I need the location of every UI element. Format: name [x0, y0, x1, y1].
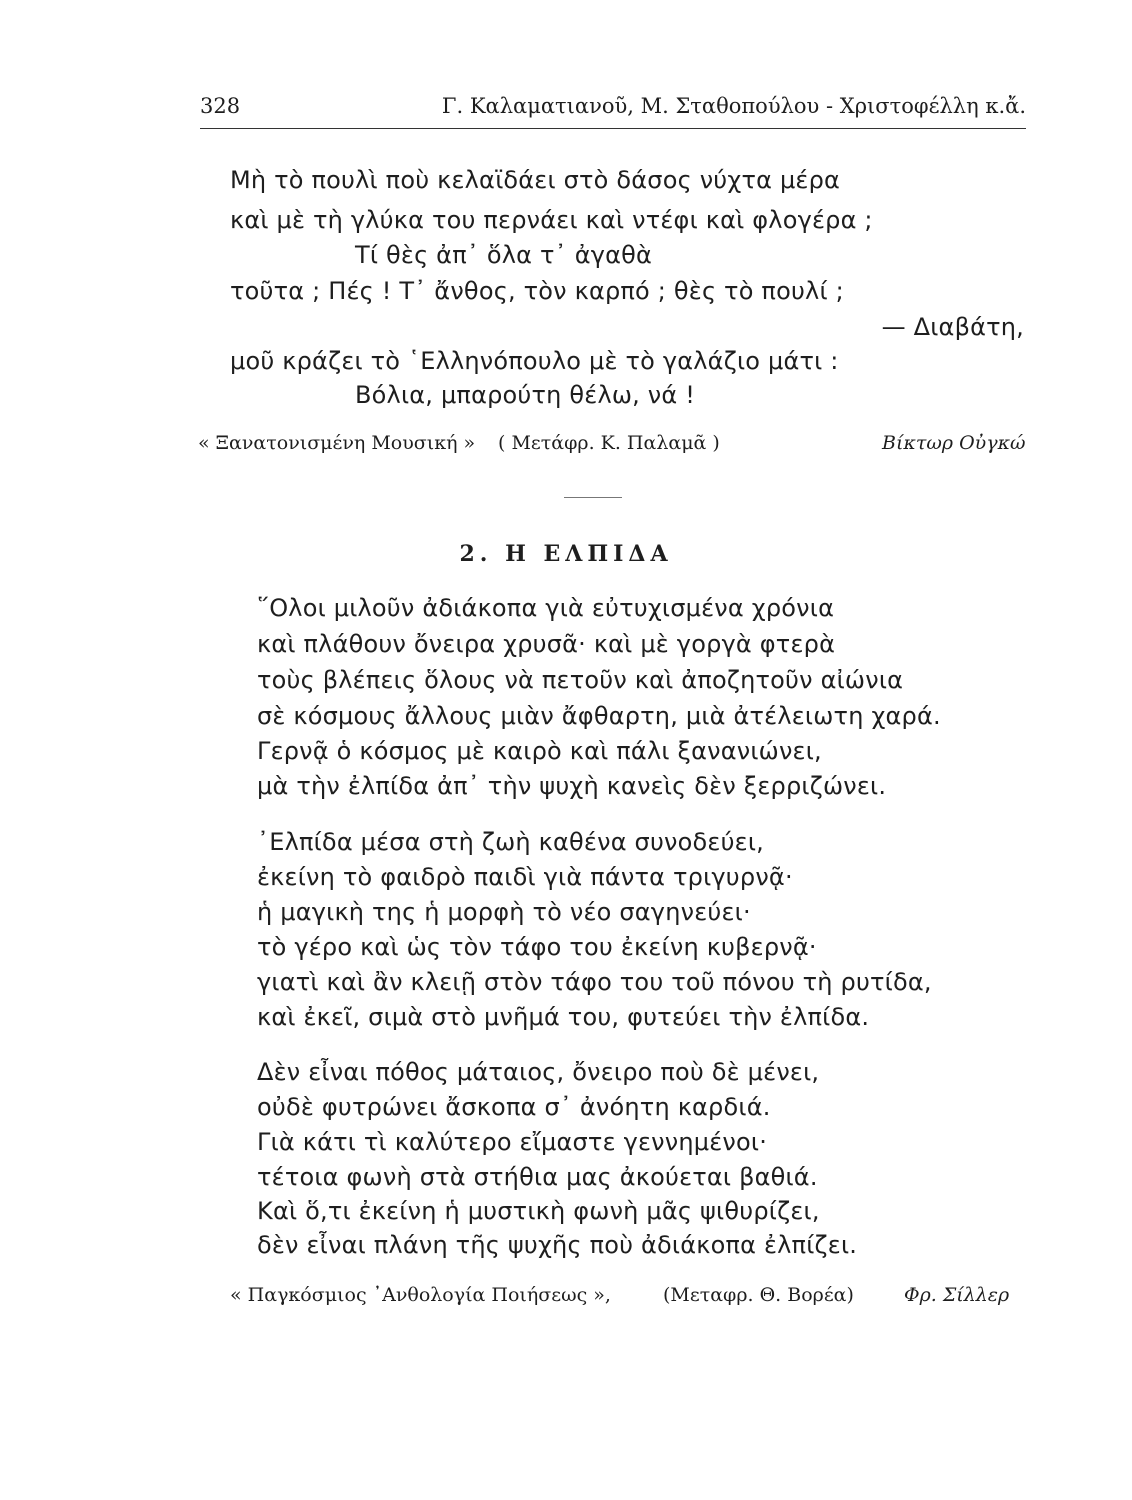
poem1-credit-translation: ( Μετάφρ. Κ. Παλαμᾶ ): [498, 432, 720, 454]
poem1-line: Βόλια, μπαρούτη θέλω, νά !: [355, 381, 696, 409]
poem1-line: τοῦτα ; Πές ! Τ᾽ ἄνθος, τὸν καρπό ; θὲς τὸ πουλί ;: [230, 277, 844, 305]
poem2-credit-translation: (Μεταφρ. Θ. Βορέα): [663, 1284, 854, 1306]
poem2-line: τοὺς βλέπεις ὅλους νὰ πετοῦν καὶ ἀποζητοῦν αἰώνια: [257, 666, 904, 694]
poem2-line: ἡ μαγικὴ της ἡ μορφὴ τὸ νέο σαγηνεύει·: [257, 898, 751, 926]
poem1-credit-source: « Ξανατονισμένη Μουσική »: [198, 432, 476, 454]
poem2-line: δὲν εἶναι πλάνη τῆς ψυχῆς ποὺ ἀδιάκοπα ἐλπίζει.: [257, 1231, 858, 1259]
poem2-line: τὸ γέρο καὶ ὡς τὸν τάφο του ἐκείνη κυβερνᾷ·: [257, 933, 817, 961]
poem1-line: καὶ μὲ τὴ γλύκα του περνάει καὶ ντέφι καὶ φλογέρα ;: [230, 206, 873, 234]
poem1-credit-author: Βίκτωρ Οὐγκώ: [882, 432, 1026, 454]
poem2-line: Δὲν εἶναι πόθος μάταιος, ὄνειρο ποὺ δὲ μένει,: [257, 1058, 820, 1086]
poem2-line: ἐκείνη τὸ φαιδρὸ παιδὶ γιὰ πάντα τριγυρνᾷ·: [257, 863, 793, 891]
poem2-line: ῞Ολοι μιλοῦν ἀδιάκοπα γιὰ εὐτυχισμένα χρόνια: [257, 594, 835, 622]
poem1-line: Τί θὲς ἀπ᾽ ὅλα τ᾽ ἀγαθὰ: [355, 241, 653, 269]
poem2-line: Γερνᾷ ὁ κόσμος μὲ καιρὸ καὶ πάλι ξανανιώνει,: [257, 737, 822, 765]
poem2-credit-source: « Παγκόσμιος ᾽Ανθολογία Ποιήσεως »,: [230, 1284, 611, 1306]
poem1-line: — Διαβάτη,: [881, 313, 1024, 341]
section-title: 2. Η ΕΛΠΙΔΑ: [459, 541, 673, 567]
poem2-line: Καὶ ὅ,τι ἐκείνη ἡ μυστικὴ φωνὴ μᾶς ψιθυρίζει,: [257, 1197, 820, 1225]
poem2-line: γιατὶ καὶ ἂν κλειῇ στὸν τάφο του τοῦ πόνου τὴ ρυτίδα,: [257, 968, 932, 996]
header-rule: [200, 128, 1026, 129]
poem2-line: καὶ ἐκεῖ, σιμὰ στὸ μνῆμά του, φυτεύει τὴν ἐλπίδα.: [257, 1003, 870, 1031]
running-head: Γ. Καλαματιανοῦ, Μ. Σταθοπούλου - Χριστοφέλλη κ.ἄ.: [441, 94, 1026, 118]
poem2-credit-author: Φρ. Σίλλερ: [904, 1284, 1010, 1306]
page-number: 328: [200, 94, 241, 118]
poem2-line: τέτοια φωνὴ στὰ στήθια μας ἀκούεται βαθιά.: [257, 1163, 818, 1191]
poem2-line: καὶ πλάθουν ὄνειρα χρυσᾶ· καὶ μὲ γοργὰ φτερὰ: [257, 630, 836, 658]
poem2-line: σὲ κόσμους ἄλλους μιὰν ἄφθαρτη, μιὰ ἀτέλειωτη χαρά.: [257, 702, 941, 730]
section-divider: [564, 497, 622, 498]
poem1-line: Μὴ τὸ πουλὶ ποὺ κελαϊδάει στὸ δάσος νύχτα μέρα: [230, 166, 841, 194]
poem2-line: οὐδὲ φυτρώνει ἄσκοπα σ᾽ ἀνόητη καρδιά.: [257, 1093, 771, 1121]
poem2-line: μὰ τὴν ἐλπίδα ἀπ᾽ τὴν ψυχὴ κανεὶς δὲν ξερριζώνει.: [257, 772, 887, 800]
poem1-line: μοῦ κράζει τὸ ῾Ελληνόπουλο μὲ τὸ γαλάζιο μάτι :: [230, 347, 839, 375]
poem2-line: Γιὰ κάτι τὶ καλύτερο εἴμαστε γεννημένοι·: [257, 1128, 768, 1156]
poem2-line: ᾽Ελπίδα μέσα στὴ ζωὴ καθένα συνοδεύει,: [257, 828, 764, 856]
